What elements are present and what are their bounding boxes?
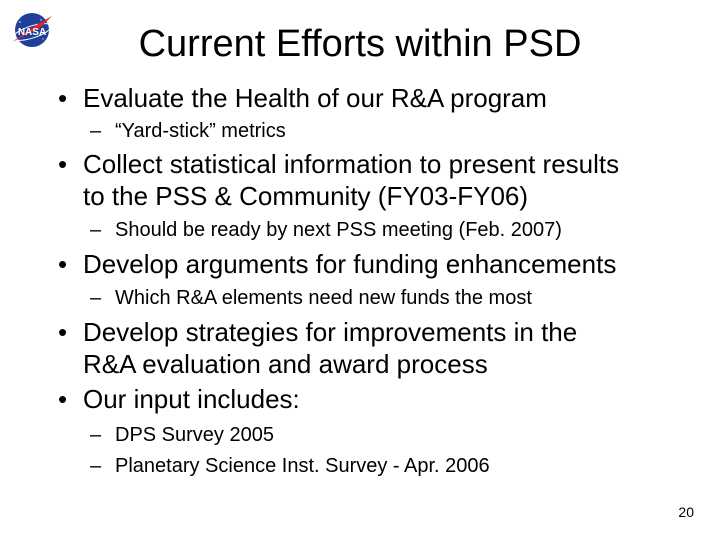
bullet-text: Our input includes: <box>83 384 300 414</box>
bullet-text-line2: to the PSS & Community (FY03-FY06) <box>83 181 529 211</box>
dash-marker: – <box>90 455 102 477</box>
bullet-marker: • <box>58 384 68 414</box>
bullet-marker: • <box>58 149 68 179</box>
bullet-text: Evaluate the Health of our R&A program <box>83 83 547 113</box>
dash-marker: – <box>90 120 102 142</box>
dash-marker: – <box>90 424 102 446</box>
nasa-logo-text: NASA <box>17 27 47 38</box>
bullet-marker: • <box>58 83 68 113</box>
bullet-marker: • <box>58 249 68 279</box>
sub-bullet-text: Planetary Science Inst. Survey - Apr. 2006 <box>115 455 490 477</box>
bullet-text-line2: R&A evaluation and award process <box>83 349 488 379</box>
dash-marker: – <box>90 287 102 309</box>
bullet-marker: • <box>58 317 68 347</box>
sub-bullet-text: Which R&A elements need new funds the most <box>115 287 532 309</box>
dash-marker: – <box>90 219 102 241</box>
page-number: 20 <box>678 504 694 520</box>
bullet-text-line1: Develop strategies for improvements in the <box>83 317 578 347</box>
sub-bullet-text: DPS Survey 2005 <box>115 424 274 446</box>
sub-bullet-text: “Yard-stick” metrics <box>115 120 286 142</box>
slide-title: Current Efforts within PSD <box>138 23 582 65</box>
bullet-text-line1: Collect statistical information to present results <box>83 149 620 179</box>
bullet-text: Develop arguments for funding enhancements <box>83 249 617 279</box>
sub-bullet-text: Should be ready by next PSS meeting (Feb. 2007) <box>115 219 562 241</box>
